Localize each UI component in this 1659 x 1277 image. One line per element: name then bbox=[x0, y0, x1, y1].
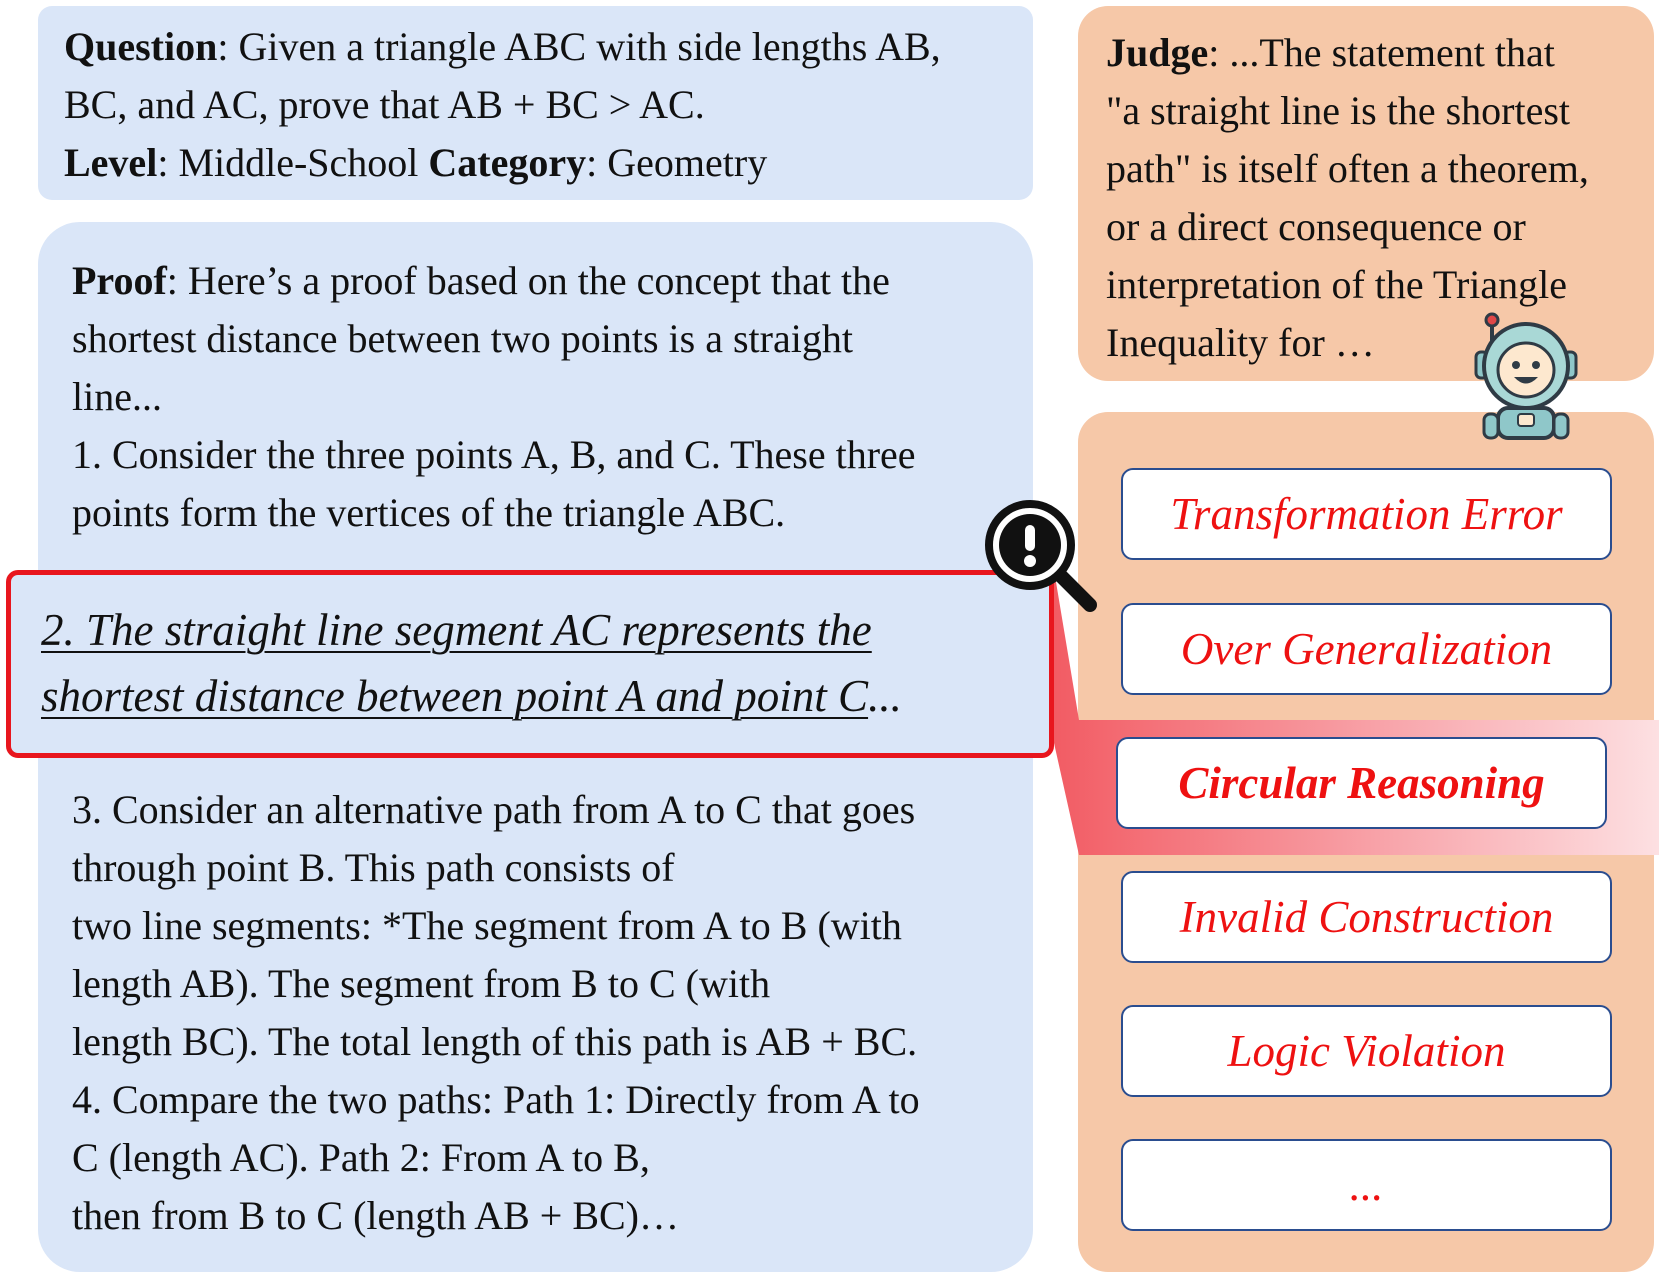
level-label: Level bbox=[64, 140, 158, 185]
proof-step3-4: length AB). The segment from B to C (with bbox=[72, 961, 771, 1006]
proof-step1-2: points form the vertices of the triangle ABC. bbox=[72, 490, 786, 535]
proof-intro-2: shortest distance between two points is a straight bbox=[72, 316, 853, 361]
question-text: Question: Given a triangle ABC with side lengths AB, BC, and AC, prove that AB + BC > AC. Level: Middle-School Category: Geometry bbox=[64, 24, 941, 185]
judge-line-5: interpretation of the Triangle bbox=[1106, 262, 1568, 307]
judge-text: Judge: ...The statement that "a straight line is the shortest path" is itself often a theorem, or a direct consequence or interpretation of the Triangle Inequality for … bbox=[1106, 24, 1589, 372]
error-circular-reasoning-button[interactable]: Circular Reasoning bbox=[1116, 737, 1607, 829]
category-label: Category bbox=[428, 140, 587, 185]
judge-line-3: path" is itself often a theorem, bbox=[1106, 146, 1589, 191]
proof-intro-3: line... bbox=[72, 374, 162, 419]
proof-intro-1: Here’s a proof based on the concept that the bbox=[187, 258, 890, 303]
proof-step3-1: 3. Consider an alternative path from A to C that goes bbox=[72, 787, 916, 832]
judge-line-6: Inequality for … bbox=[1106, 320, 1375, 365]
proof-step3-3: two line segments: *The segment from A to B (with bbox=[72, 903, 902, 948]
step2-ellipsis: ... bbox=[868, 671, 902, 721]
error-logic-violation-button[interactable]: Logic Violation bbox=[1121, 1005, 1612, 1097]
highlighted-proof-step bbox=[6, 570, 1054, 758]
proof-step4-2: C (length AC). Path 2: From A to B, bbox=[72, 1135, 650, 1180]
judge-label: Judge bbox=[1106, 30, 1209, 75]
error-transformation-error-button[interactable]: Transformation Error bbox=[1121, 468, 1612, 560]
proof-step3-5: length BC). The total length of this path is AB + BC. bbox=[72, 1019, 918, 1064]
proof-step3-2: through point B. This path consists of bbox=[72, 845, 675, 890]
proof-step4-3: then from B to C (length AB + BC)… bbox=[72, 1193, 679, 1238]
highlighted-step-text bbox=[41, 597, 902, 729]
error-more-button[interactable]: ... bbox=[1121, 1139, 1612, 1231]
judge-line-2: "a straight line is the shortest bbox=[1106, 88, 1571, 133]
proof-step4-1: 4. Compare the two paths: Path 1: Directly from A to bbox=[72, 1077, 920, 1122]
question-label: Question bbox=[64, 24, 218, 69]
judge-line-4: or a direct consequence or bbox=[1106, 204, 1526, 249]
magnifier-exclamation-icon bbox=[982, 497, 1102, 617]
level-value: Middle-School bbox=[178, 140, 419, 185]
question-line-1: Given a triangle ABC with side lengths AB, bbox=[238, 24, 941, 69]
category-value: Geometry bbox=[607, 140, 768, 185]
proof-step1-1: 1. Consider the three points A, B, and C. These three bbox=[72, 432, 916, 477]
question-line-2: BC, and AC, prove that AB + BC > AC. bbox=[64, 82, 705, 127]
proof-label: Proof bbox=[72, 258, 167, 303]
proof-text-bottom bbox=[72, 781, 920, 1245]
proof-text-top: Proof: Here’s a proof based on the concept that the shortest distance between two points is a straight line... 1. Consider the three points A, B, and C. These three points form the vertices of the triangle ABC. bbox=[72, 252, 916, 542]
step2-line-2: shortest distance between point A and point C bbox=[41, 671, 869, 721]
judge-line-1: ...The statement that bbox=[1229, 30, 1555, 75]
error-over-generalization-button[interactable]: Over Generalization bbox=[1121, 603, 1612, 695]
step2-line-1: 2. The straight line segment AC represents the bbox=[41, 605, 872, 655]
error-invalid-construction-button[interactable]: Invalid Construction bbox=[1121, 871, 1612, 963]
robot-judge-icon bbox=[1466, 310, 1586, 445]
